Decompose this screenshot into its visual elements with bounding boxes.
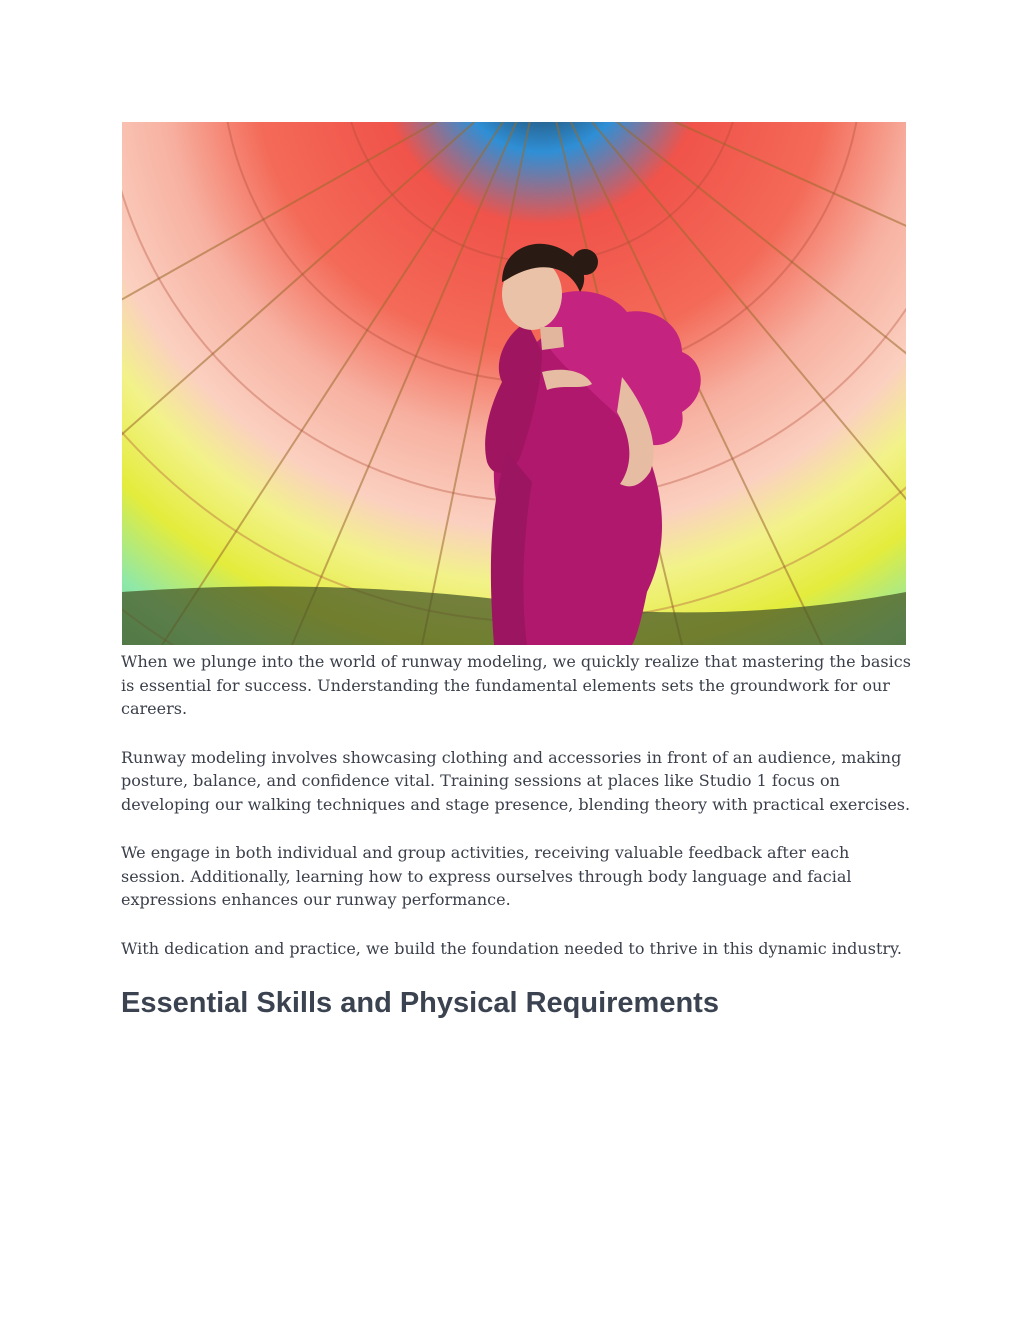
paragraph-conclusion: With dedication and practice, we build the foundation needed to thrive in this dynamic industry. (121, 938, 903, 958)
model-in-balloon-illustration (122, 122, 906, 645)
section-heading: Essential Skills and Physical Requirements (121, 987, 719, 1019)
paragraph-runway-basics: Runway modeling involves showcasing clothing and accessories in front of an audience, making posture, balance, and confidence vital. Training sessions at places like Studio 1 focus on developing our walking techniques and stage presence, blending theory with practical exercises. (121, 747, 911, 814)
hero-photo (122, 122, 906, 645)
article-body (121, 650, 911, 1021)
paragraph-activities: We engage in both individual and group activities, receiving valuable feedback after each session. Additionally, learning how to express ourselves through body language and facial expressions enhances our runway performance. (121, 843, 852, 909)
paragraph-intro: When we plunge into the world of runway modeling, we quickly realize that mastering the basics is essential for success. Understanding the fundamental elements sets the groundwork for our careers. (121, 652, 911, 718)
